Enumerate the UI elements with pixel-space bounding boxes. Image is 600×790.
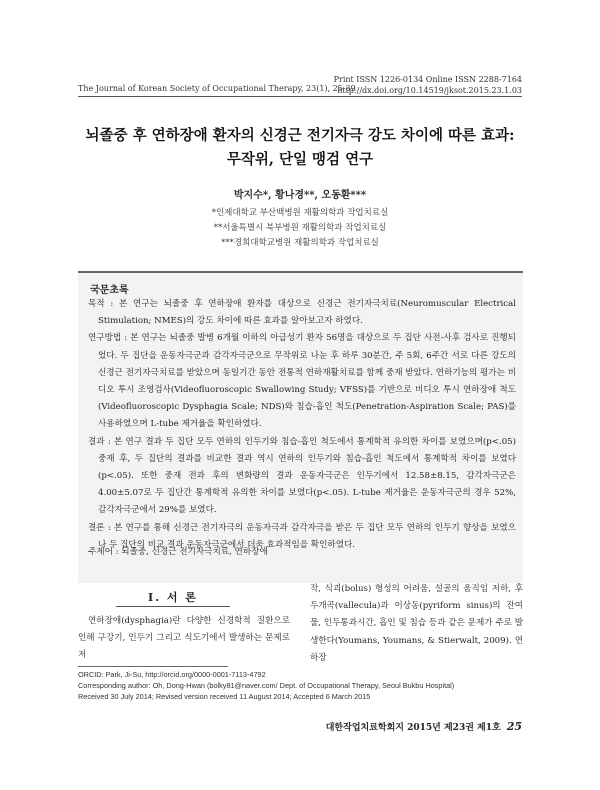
affiliations	[78, 206, 522, 251]
page-footer	[326, 720, 522, 733]
section-heading	[78, 589, 268, 605]
intro-right-column: 작, 식괴(bolus) 형성의 어려움, 설골의 움직임 저하, 후두개곡(vallecula)과 이상동(pyriform sinus)의 잔여물, 인두통과시간, 흡인 및 침습 등과 같은 문제가 주로 발생한다(Youmans, Youmans, & Stierwalt, 2009). 연하장	[310, 584, 523, 663]
orcid-note: ORCID: Park, Ji-Su, http://orcid.org/0000-0001-7113-4792	[78, 670, 266, 679]
section-heading-rule	[116, 606, 230, 607]
abstract-body	[88, 296, 516, 554]
affiliation: ***경희대학교병원 재활의학과 작업치료실	[221, 238, 379, 248]
footnote-divider	[78, 666, 228, 667]
title-line-2: 무작위, 단일 맹검 연구	[226, 151, 374, 168]
footnotes	[78, 669, 523, 702]
section-heading-text: Ⅰ. 서 론	[148, 591, 198, 604]
keywords: 주제어 : 뇌졸중, 신경근 전기자극치료, 연하장애	[88, 547, 268, 557]
abstract-results: 결과 : 본 연구 결과 두 집단 모두 연하의 인두기와 침습-흡인 척도에서 통계학적 유의한 차이를 보였으며(p<.05) 중재 후, 두 집단의 결과를 비교한 결과 역시 연하의 인두기와 침습-흡인 척도에서 통계학적 차이를 보였다(p<.05). 또한 중재 전과 후의 변화량의 결과 운동자극군은 인두기에서 12.58±8.15, 감각자극군은 4.00±5.07로 두 집단간 통계학적 유의한 차이를 보였다(p<.05). L-tube 제거율은 운동자극군의 경우 52%, 감각자극군에서 29%를 보였다.	[88, 436, 516, 516]
title-line-1: 뇌졸중 후 연하장애 환자의 신경근 전기자극 강도 차이에 따른 효과:	[85, 127, 515, 144]
paper-title	[78, 124, 522, 172]
abstract-methods: 연구방법 : 본 연구는 뇌졸중 발병 6개월 이하의 아급성기 환자 56명을 대상으로 두 집단 사전-사후 검사로 진행되었다. 두 집단을 운동자극군과 감각자극군으로 무작위로 나눈 후 하루 30분간, 주 5회, 6주간 서로 다른 강도의 신경근 전기자극치료를 받았으며 동일기간 동안 전통적 연하재활치료를 함께 중재 받았다. 연하기능의 평가는 비디오 투시 조영검사(Videofluoroscopic Swallowing Study; VFSS)를 기반으로 비디오 투시 연하장애 척도(Videofluoroscopic Dysphagia Scale; NDS)와 침습-흡인 척도(Penetration-Aspiration Scale; PAS)를 사용하였으며 L-tube 제거율을 확인하였다.	[88, 333, 516, 430]
author-list: 박지수*, 황나경**, 오동환***	[233, 190, 367, 201]
page-number: 25	[506, 720, 522, 733]
doi-link[interactable]: http://dx.doi.org/10.14519/jksot.2015.23.1.03	[337, 86, 522, 95]
footer-journal: 대한작업치료학회지 2015년 제23권 제1호	[325, 723, 501, 733]
affiliation: *인제대학교 부산백병원 재활의학과 작업치료실	[211, 208, 389, 218]
issn: Print ISSN 1226-0134 Online ISSN 2288-7164	[333, 75, 522, 84]
affiliation: **서울특별시 북부병원 재활의학과 작업치료실	[213, 223, 387, 233]
abstract-conclusion: 결론 : 본 연구를 통해 신경근 전기자극의 운동자극과 감각자극을 받은 두 집단 모두 연하의 인두기 향상을 보였으나 두 집단의 비교 결과 운동자극군에서 더욱 효과적임을 확인하였다.	[88, 522, 516, 550]
abstract-purpose: 목적 : 본 연구는 뇌졸중 후 연하장애 환자를 대상으로 신경근 전기자극치료(Neuromuscular Electrical Stimulation; NMES)의 강도 차이에 따른 효과를 알아보고자 하였다.	[88, 299, 516, 327]
journal-citation: The Journal of Korean Society of Occupational Therapy, 23(1), 25-39	[78, 84, 356, 93]
intro-left-column: 연하장애(dysphagia)란 다양한 신경학적 질환으로 인해 구강기, 인두기 그리고 식도기에서 발생하는 문제로 저	[78, 616, 290, 660]
received-note: Received 30 July 2014; Revised version received 11 August 2014; Accepted 6 March 2015	[78, 692, 371, 701]
journal-identifiers	[334, 74, 522, 96]
corresponding-author-note: Corresponding author: Oh, Dong-Hwan (bolky81@naver.com/ Dept. of Occupational Therapy, Seoul Bukbu Hospital)	[78, 681, 455, 690]
header-divider	[78, 96, 522, 97]
abstract-heading: 국문초록	[90, 285, 129, 296]
